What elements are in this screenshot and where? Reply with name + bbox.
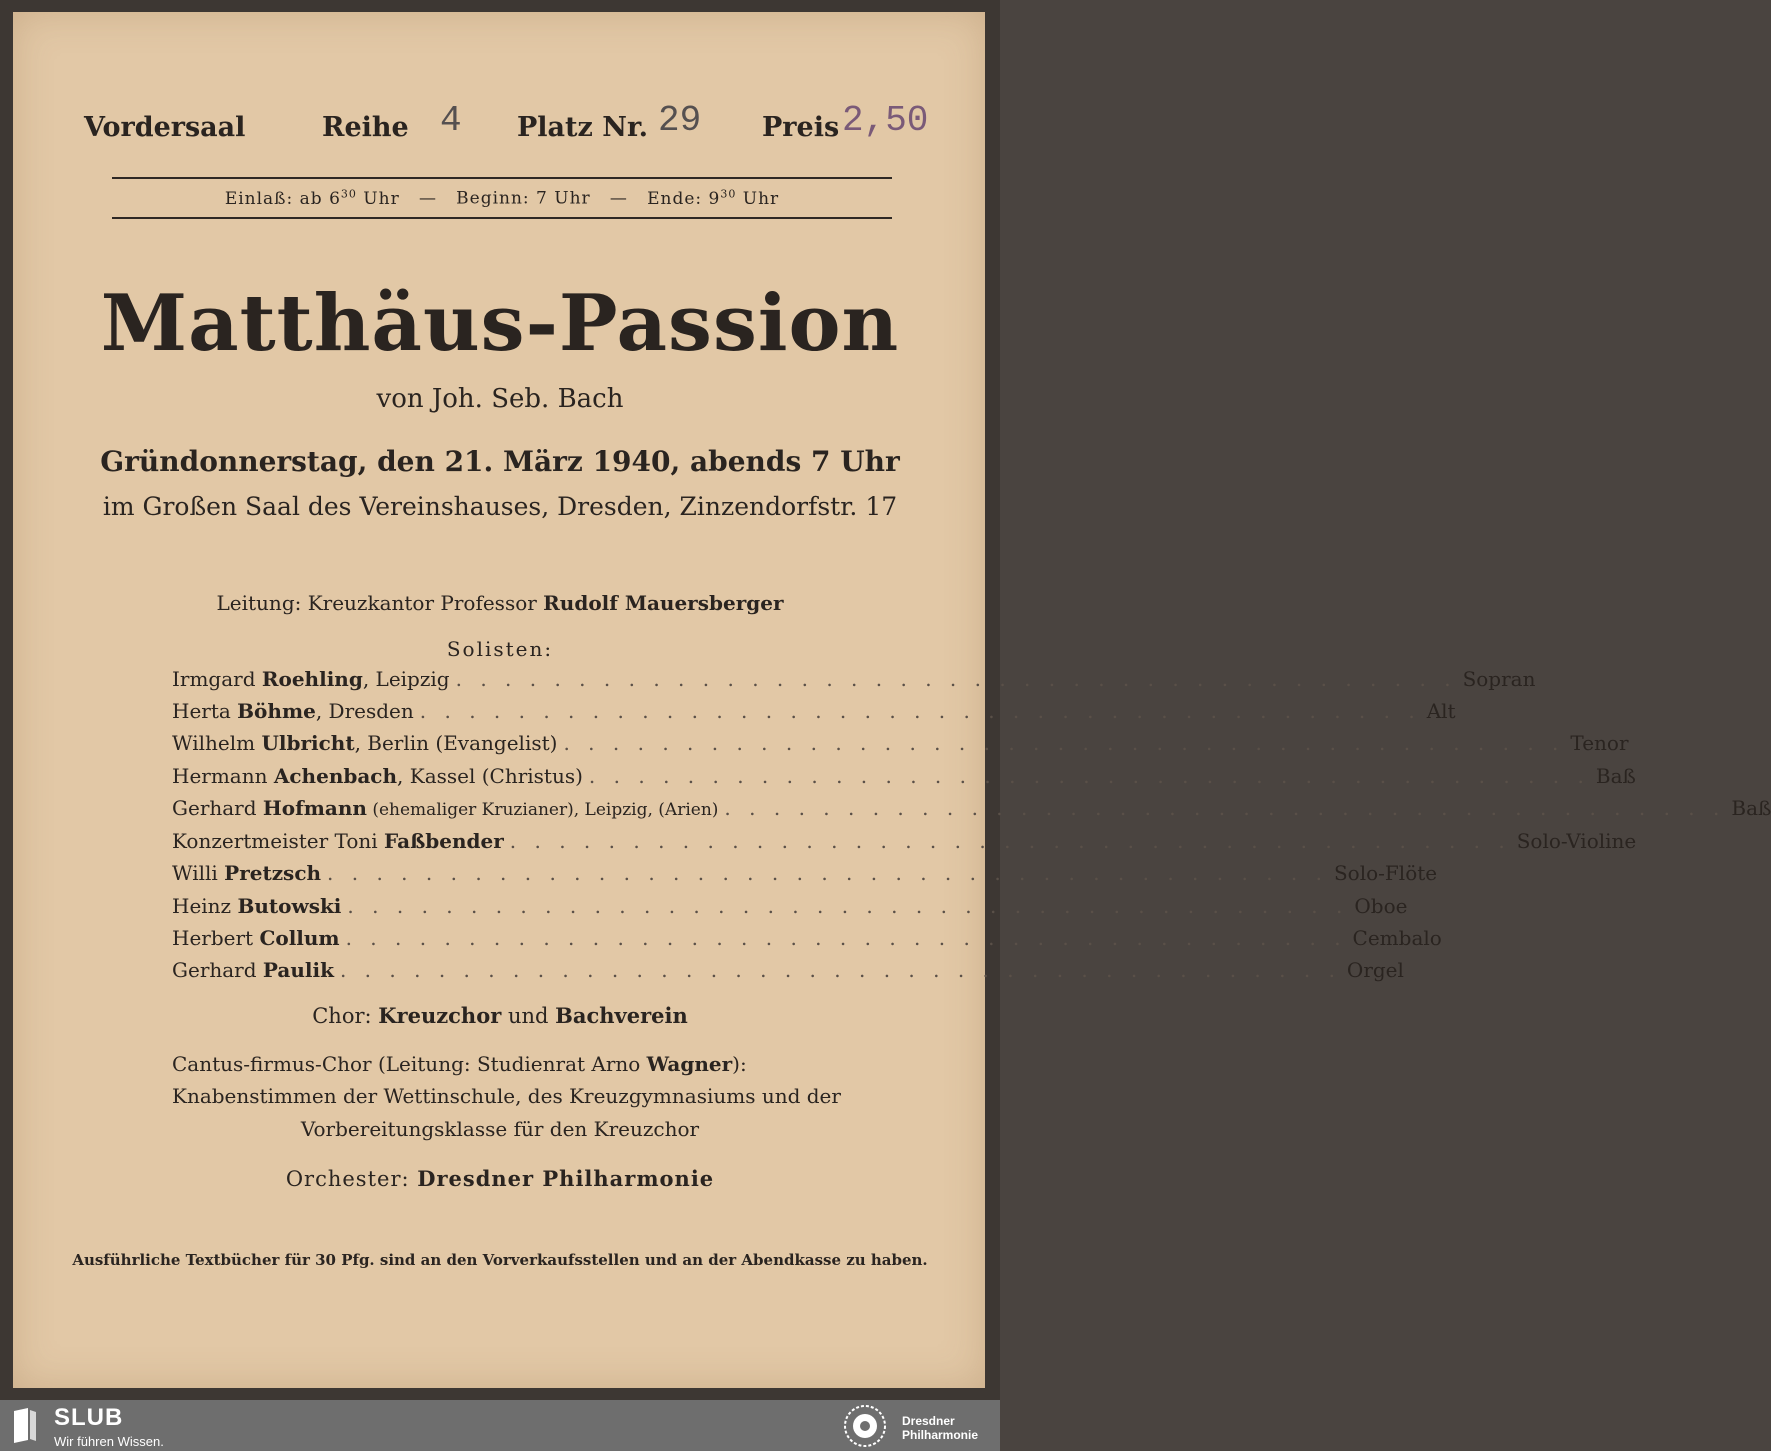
soloists-heading: Solisten:	[446, 637, 554, 661]
list-item	[172, 861, 1438, 889]
performer-role: Orgel	[1346, 958, 1404, 982]
choir-name: Kreuzchor	[378, 1003, 502, 1028]
price-value: 2,50	[842, 100, 929, 141]
bottom-rule	[112, 217, 892, 219]
philharmonie-name[interactable]	[902, 1414, 978, 1442]
list-item	[172, 699, 1456, 727]
performer-name: Konzertmeister Toni Faßbender	[172, 829, 504, 853]
cantus-line-3: Vorbereitungsklasse für den Kreuzchor	[300, 1117, 700, 1141]
event-venue: im Großen Saal des Vereinshauses, Dresden, Zinzendorfstr. 17	[102, 492, 898, 521]
performer-name: Wilhelm Ulbricht, Berlin (Evangelist)	[172, 731, 558, 755]
slub-tagline: Wir führen Wissen.	[54, 1434, 164, 1449]
start-time: Beginn: 7 Uhr	[456, 188, 591, 209]
leader-dots: . . . . . . . . . . . . . . . . . . . . . . . . . . . . . . . . . . . . . . . . .	[419, 699, 1421, 723]
performer-role: Baß	[1595, 764, 1636, 788]
philharmonie-logo-icon	[842, 1403, 888, 1449]
slub-name[interactable]: SLUB	[54, 1404, 124, 1431]
seat-value: 29	[658, 100, 702, 141]
separator: —	[418, 188, 437, 209]
list-item	[172, 926, 1442, 954]
performer-role: Cembalo	[1352, 926, 1442, 950]
choir-label: Chor:	[312, 1004, 379, 1028]
slub-logo-icon	[12, 1407, 38, 1443]
performer-name: Hermann Achenbach, Kassel (Christus)	[172, 764, 583, 788]
performer-name: Gerhard Paulik	[172, 958, 334, 982]
performer-name: Heinz Butowski	[172, 894, 342, 918]
partner-line-1: Dresdner	[902, 1414, 955, 1428]
choir-name: Bachverein	[555, 1003, 688, 1028]
list-item	[172, 894, 1408, 922]
top-rule	[112, 177, 892, 179]
list-item	[172, 667, 1536, 695]
performer-role: Baß	[1731, 796, 1771, 820]
admission-time: Einlaß: ab $6^{30}$ Uhr	[224, 187, 400, 209]
seat-label: Platz Nr.	[517, 112, 649, 143]
leader-dots: . . . . . . . . . . . . . . . . . . . . . . . . . . . . . . . . . . . . . . . . .	[339, 958, 1341, 982]
list-item	[172, 731, 1629, 759]
hall-label: Vordersaal	[84, 112, 246, 143]
row-label: Reihe	[322, 112, 409, 143]
performer-name: Gerhard Hofmann (ehemaliger Kruzianer), Leipzig, (Arien)	[172, 796, 719, 820]
performer-name: Herta Böhme, Dresden	[172, 699, 414, 723]
performer-name: Herbert Collum	[172, 926, 340, 950]
conductor-name: Rudolf Mauersberger	[543, 591, 784, 615]
leader-dots: . . . . . . . . . . . . . . . . . . . . . . . . . . . . . . . . . . . . . . . . .	[347, 894, 1349, 918]
performer-role: Sopran	[1462, 667, 1536, 691]
performer-role: Tenor	[1570, 731, 1629, 755]
performer-role: Alt	[1426, 699, 1456, 723]
list-item	[172, 958, 1404, 986]
event-date: Gründonnerstag, den 21. März 1940, abends 7 Uhr	[100, 445, 900, 478]
conductor-line	[0, 591, 1000, 615]
performer-role: Oboe	[1354, 894, 1408, 918]
list-item	[172, 764, 1636, 792]
orchestra-name: Dresdner Philharmonie	[417, 1166, 715, 1191]
performer-name: Willi Pretzsch	[172, 861, 322, 885]
performer-role: Solo-Violine	[1516, 829, 1637, 853]
choir-line	[0, 1003, 1000, 1028]
list-item	[172, 829, 1637, 857]
leader-dots: . . . . . . . . . . . . . . . . . . . . . . . . . . . . . . . . . . . . . . . . .	[509, 829, 1511, 853]
footer-bar	[0, 1400, 1000, 1451]
leader-dots: . . . . . . . . . . . . . . . . . . . . . . . . . . . . . . . . . . . . . . . . .	[724, 796, 1726, 820]
end-time: Ende: $9^{30}$ Uhr	[647, 187, 780, 209]
composer: von Joh. Seb. Bach	[376, 384, 624, 414]
leader-dots: . . . . . . . . . . . . . . . . . . . . . . . . . . . . . . . . . . . . . . . . .	[588, 764, 1590, 788]
cantus-line-1: Cantus-firmus-Chor (Leitung: Studienrat Arno Wagner):	[172, 1052, 747, 1076]
list-item	[172, 796, 1771, 824]
event-title: Matthäus-Passion	[100, 278, 900, 369]
conjunction: und	[501, 1004, 556, 1028]
performer-name: Irmgard Roehling, Leipzig	[172, 667, 450, 691]
orchestra-label: Orchester:	[285, 1167, 418, 1191]
times-line	[112, 187, 892, 209]
row-value: 4	[440, 100, 462, 141]
leader-dots: . . . . . . . . . . . . . . . . . . . . . . . . . . . . . . . . . . . . . . . . .	[327, 861, 1328, 885]
cantus-line-2: Knabenstimmen der Wettinschule, des Kreuzgymnasiums und der	[172, 1084, 841, 1108]
leader-dots: . . . . . . . . . . . . . . . . . . . . . . . . . . . . . . . . . . . . . . . . .	[563, 731, 1565, 755]
leader-dots: . . . . . . . . . . . . . . . . . . . . . . . . . . . . . . . . . . . . . . . . .	[455, 667, 1457, 691]
price-label: Preis	[762, 112, 840, 143]
partner-line-2: Philharmonie	[902, 1428, 979, 1442]
textbook-notice: Ausführliche Textbücher für 30 Pfg. sind an den Vorverkaufsstellen und an der Abendkasse zu haben.	[72, 1251, 928, 1269]
orchestra-line	[0, 1166, 1000, 1191]
conductor-label: Leitung: Kreuzkantor Professor	[216, 591, 544, 615]
leader-dots: . . . . . . . . . . . . . . . . . . . . . . . . . . . . . . . . . . . . . . . . .	[345, 926, 1347, 950]
performer-role: Solo-Flöte	[1333, 861, 1438, 885]
separator: —	[609, 188, 628, 209]
